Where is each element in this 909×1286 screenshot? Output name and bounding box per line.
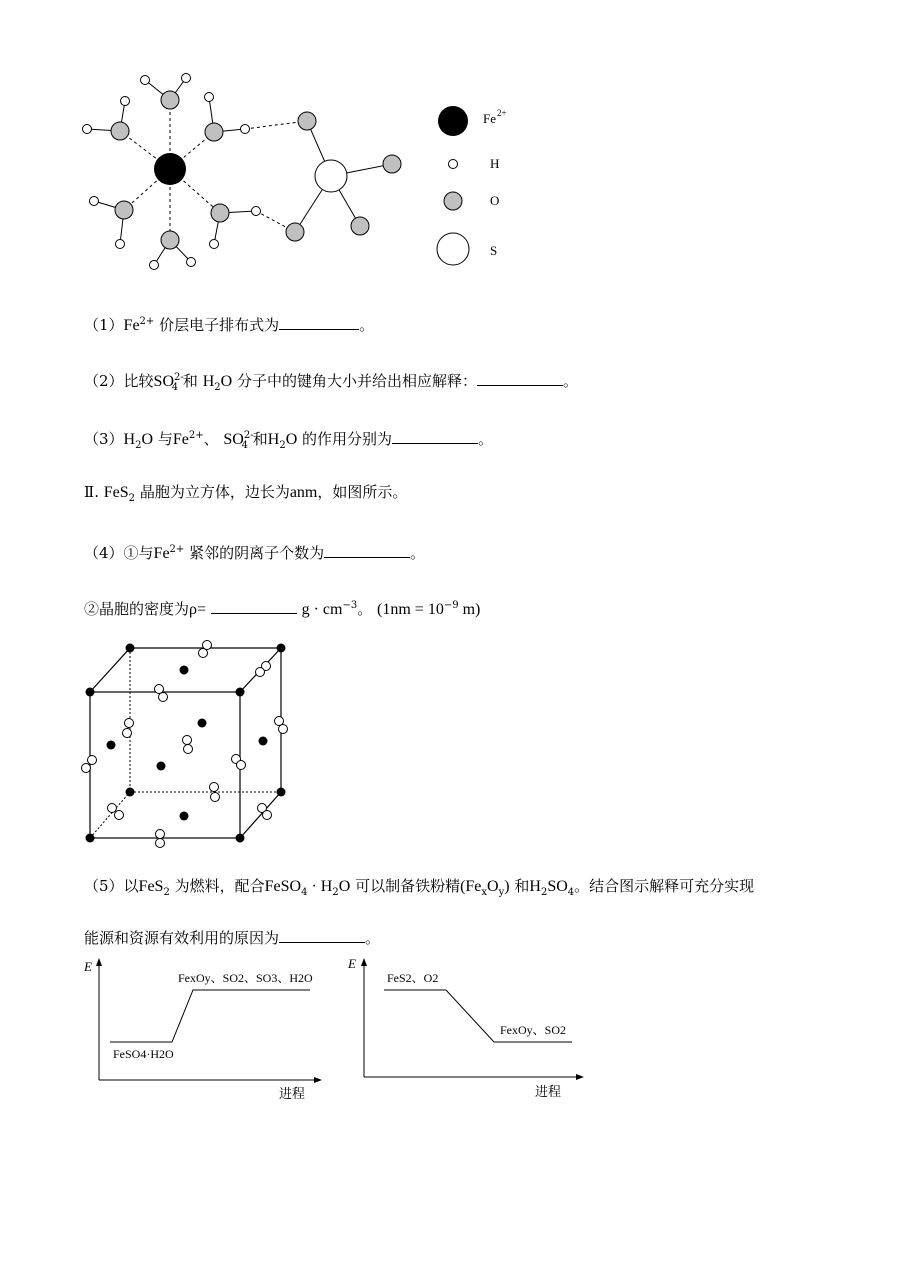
answer-blank-3[interactable] [392, 429, 478, 444]
fes2-unit-cell [78, 636, 298, 852]
question-3: $(3)H_2O$ 与$Fe^{2+}$、 $SO^{2-}_4$ 和$H_2O$ 的作用分别为 。 [84, 430, 494, 451]
energy2-xlabel: 进程 [535, 1084, 562, 1099]
energy-diagram-1 [78, 954, 333, 1104]
answer-blank-density[interactable] [211, 599, 297, 614]
legend-fe-charge: 2+ [497, 108, 507, 118]
energy1-xlabel: 进程 [279, 1086, 306, 1101]
hydrated-iron-sulfate-structure [76, 66, 416, 281]
legend-h-label: H [490, 156, 500, 171]
energy-diagram-2 [342, 954, 587, 1104]
answer-blank-2[interactable] [477, 371, 563, 386]
energy2-ylabel: E [348, 956, 356, 971]
question-5-line2: 能源和资源有效利用的原因为 。 [84, 929, 381, 947]
answer-blank-4[interactable] [324, 543, 410, 558]
legend-h-icon [449, 160, 458, 169]
question-2: （2）比较$SO^{2-}_4$ 和 $H_2O$ 分子中的键角大小并给出相应解释： 。 [84, 372, 579, 393]
energy2-low-label: FexOy、SO2 [500, 1023, 567, 1037]
part-2-intro: Ⅱ. FeS$_2$ 晶胞为立方体，边长为anm，如图所示。 [84, 483, 408, 504]
legend-fe-label: Fe [483, 111, 496, 126]
energy1-low-label: FeSO4·H2O [113, 1047, 174, 1061]
question-5: （5）以FeS$_2$ 为燃料，配合FeSO$_4$ · $H_2O$ 可以制备铁粉精$(Fe_xO_y)$ 和$H_2SO_4$。结合图示解释可充分实现 [84, 877, 755, 898]
legend-o-label: O [490, 193, 500, 208]
question-1: $(1)Fe^{2+}$ 价层电子排布式为 。 [84, 316, 375, 334]
legend-s-label: S [490, 243, 498, 258]
answer-blank-1[interactable] [279, 315, 359, 330]
legend-o-icon [444, 192, 462, 210]
question-4: （4）①与$Fe^{2+}$ 紧邻的阴离子个数为 。 [84, 544, 426, 562]
question-4-density: ②晶胞的密度为$\rho= g \cdot cm^{-3}$。 ($1nm = 10^{-9}$ m) [84, 600, 481, 618]
energy2-high-label: FeS2、O2 [387, 971, 439, 985]
answer-blank-5[interactable] [279, 928, 365, 943]
energy1-ylabel: E [84, 959, 92, 974]
energy1-high-label: FexOy、SO2、SO3、H2O [178, 971, 313, 985]
structure-legend [430, 98, 520, 270]
legend-s-icon [437, 233, 469, 265]
legend-fe-icon [438, 106, 468, 136]
